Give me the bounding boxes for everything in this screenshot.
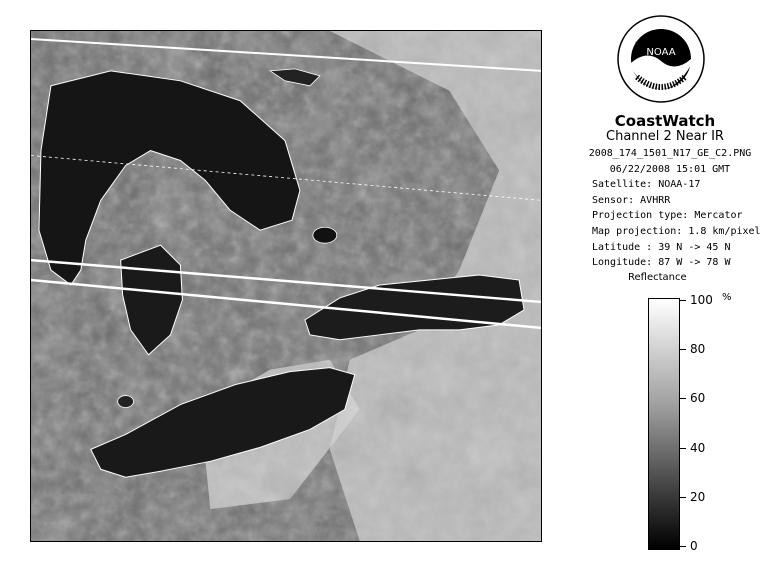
latitude-label: Latitude : 39 N -> 45 N (592, 241, 731, 253)
colorbar-tick-label: 80 (690, 342, 706, 357)
datetime-label: 06/22/2008 15:01 GMT (609, 163, 731, 175)
reflectance-colorbar (648, 298, 680, 550)
legend-unit: % (722, 292, 732, 303)
colorbar-tick (680, 398, 686, 399)
logo-text: NOAA (646, 47, 676, 58)
sensor-label: Sensor: AVHRR (592, 194, 671, 206)
colorbar-tick-label: 100 (690, 293, 713, 307)
satellite-label: Satellite: NOAA-17 (592, 179, 701, 191)
colorbar-tick (680, 300, 686, 301)
colorbar-tick (680, 349, 686, 350)
colorbar-tick (680, 546, 686, 547)
colorbar-tick-label: 40 (690, 440, 706, 455)
legend-title: Reflectance (628, 272, 687, 283)
longitude-label: Longitude: 87 W -> 78 W (592, 257, 731, 269)
channel-label: Channel 2 Near IR (606, 129, 724, 144)
filename-label: 2008_174_1501_N17_GE_C2.PNG (588, 148, 752, 159)
colorbar-tick-label: 0 (690, 539, 698, 553)
colorbar-tick (680, 497, 686, 498)
noaa-logo-icon (617, 15, 705, 103)
colorbar-tick-label: 60 (690, 391, 706, 406)
map-projection-label: Map projection: 1.8 km/pixel (592, 225, 761, 237)
satellite-map (30, 30, 542, 542)
colorbar-tick (680, 448, 686, 449)
projection-type-label: Projection type: Mercator (592, 210, 743, 222)
colorbar-tick-label: 20 (690, 489, 706, 504)
brand-title: CoastWatch (614, 112, 716, 130)
metadata-panel (570, 146, 770, 271)
